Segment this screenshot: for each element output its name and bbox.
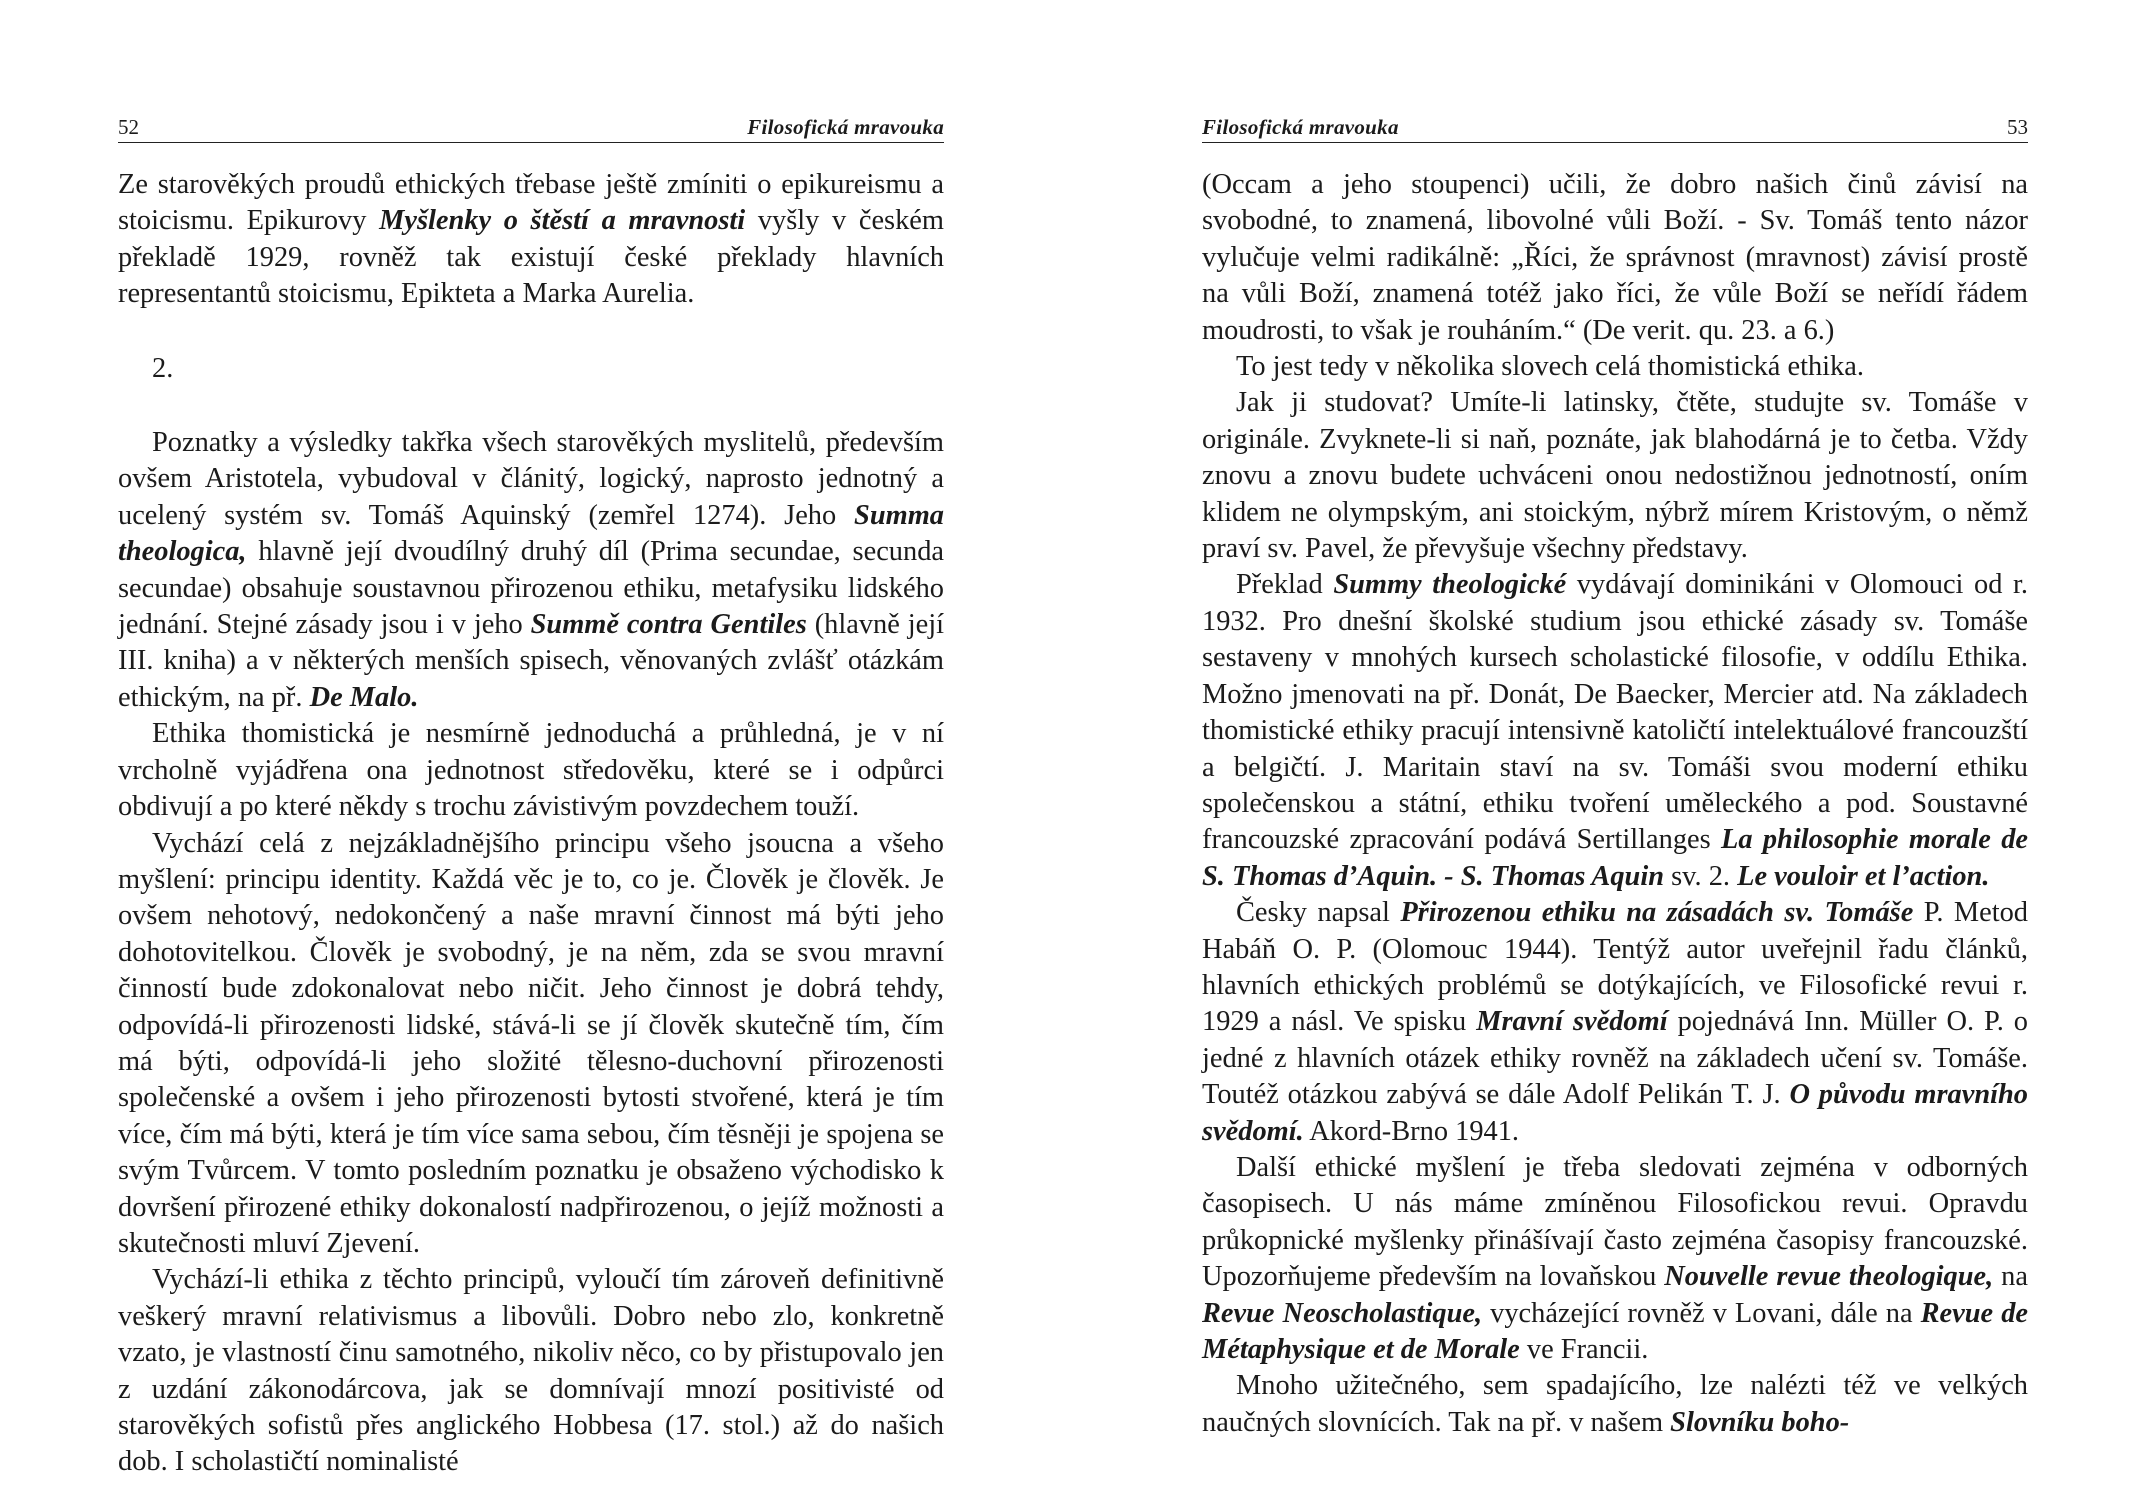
running-title: Filosofická mravouka bbox=[1202, 115, 1399, 139]
paragraph: Ethika thomistická je nesmírně jednoduchá a průhledná, je v ní vrcholně vyjádřena ona jednotnost středověku, které se i odpůrci obdivují a po které někdy s trochu závistivým povzdechem touží. bbox=[118, 718, 944, 823]
paragraph: Poznatky a výsledky takřka všech starověkých myslitelů, především ovšem Aristotela, vybudoval v článitý, logický, naprosto jednotný a ucelený systém sv. Tomáš Aquinský (zemřel 1274). Jeho Summa theologica, hlavně její dvoudílný druhý díl (Prima secundae, secunda secundae) obsahuje soustavnou přirozenou ethiku, metafysiku lidského jednání. Stejné zásady jsou i v jeho Summě contra Gentiles (hlavně její III. kniha) a v některých menších spisech, věnovaných zvlášť otázkám ethickým, na př. De Malo. bbox=[118, 427, 945, 713]
page-body bbox=[1202, 167, 2028, 1441]
section-number: 2. bbox=[152, 352, 174, 384]
page-number: 52 bbox=[118, 115, 139, 139]
paragraph: Další ethické myšlení je třeba sledovati zejména v odborných časopisech. U nás máme zmíněnou Filosofickou revui. Opravdu průkopnické myšlenky přinášívají často zejména časopisy francouzské. Upozorňujeme především na lovaňskou Nouvelle revue theologique, na Revue Neoscholastique, vycházející rovněž v Lovani, dále na Revue de Métaphysique et de Morale ve Francii. bbox=[1202, 1151, 2028, 1365]
page-header bbox=[118, 112, 944, 143]
paragraph: Vychází-li ethika z těchto principů, vyloučí tím zároveň definitivně veškerý mravní relativismus a libovůli. Dobro nebo zlo, konkretně vzato, je vlastností činu samotného, nikoliv něco, co by přistupovalo jen z uzdání zákonodárcova, jak se domnívají mnozí positivisté od starověkých sofistů přes anglického Hobbesa (17. stol.) až do našich dob. I scholastičtí nominalisté bbox=[118, 1264, 944, 1478]
page-body bbox=[118, 167, 944, 1481]
paragraph: Jak ji studovat? Umíte-li latinsky, čtěte, studujte sv. Tomáše v originále. Zvyknete-li si naň, poznáte, jak blahodárná je to četba. Vždy znovu a znovu budete uchváceni onou nedostižnou jednotností, oním klidem ne olympským, ani stoickým, nýbrž mírem Kristovým, o němž praví sv. Pavel, že převyšuje všechny představy. bbox=[1202, 387, 2028, 565]
page-number: 53 bbox=[2007, 115, 2028, 139]
paragraph: Ze starověkých proudů ethických třebase ještě zmíniti o epikureismu a stoicismu. Epikurovy Myšlenky o štěstí a mravnosti vyšly v českém překladě 1929, rovněž tak existují české překlady hlavních representantů stoicismu, Epikteta a Marka Aurelia. bbox=[118, 169, 944, 310]
left-page bbox=[118, 112, 945, 1478]
page-header bbox=[1202, 112, 2028, 143]
paragraph: Překlad Summy theologické vydávají dominikáni v Olomouci od r. 1932. Pro dnešní školské studium jsou ethické zásady sv. Tomáše sestaveny v mnohých kursech scholastické filosofie, v oddílu Ethika. Možno jmenovati na př. Donát, De Baecker, Mercier atd. Na základech thomistické ethiky pracují intensivně katoličtí intelektuálové francouzští a belgičtí. J. Maritain staví na sv. Tomáši svou moderní ethiku společenskou a státní, ethiku tvoření uměleckého a pod. Soustavné francouzské zpracování podává Sertillanges La philosophie morale de S. Thomas d’Aquin. - S. Thomas Aquin sv. 2. Le vouloir et l’action. bbox=[1202, 569, 2028, 892]
paragraph: (Occam a jeho stoupenci) učili, že dobro našich činů závisí na svobodné, to znamená, libovolné vůli Boží. - Sv. Tomáš tento názor vylučuje velmi radikálně: „Říci, že správnost (mravnost) závisí prostě na vůli Boží, znamená totéž jako říci, že vůle Boží se neřídí řádem moudrosti, to však je rouháním.“ (De verit. qu. 23. a 6.) bbox=[1202, 169, 2028, 346]
paragraph: To jest tedy v několika slovech celá thomistická ethika. bbox=[1236, 351, 1864, 383]
paragraph: Česky napsal Přirozenou ethiku na zásadách sv. Tomáše P. Metod Habáň O. P. (Olomouc 1944). Tentýž autor uveřejnil řadu článků, hlavních ethických problémů se dotýkajících, ve Filosofické revui r. 1929 a násl. Ve spisku Mravní svědomí pojednává Inn. Müller O. P. o jedné z hlavních otázek ethiky rovněž na základech učení sv. Tomáše. Toutéž otázkou zabývá se dále Adolf Pelikán T. J. O původu mravního svědomí. Akord-Brno 1941. bbox=[1202, 897, 2028, 1147]
running-title: Filosofická mravouka bbox=[747, 115, 944, 139]
paragraph: Vychází celá z nejzákladnějšího principu všeho jsoucna a všeho myšlení: principu identity. Každá věc je to, co je. Člověk je člověk. Je ovšem nehotový, nedokončený a naše mravní činnost má býti jeho dohotovitelkou. Člověk je svobodný, je na něm, zda se svou mravní činností bude zdokonalovat nebo ničit. Jeho činnost je dobrá tehdy, odpovídá-li přirozenosti lidské, stává-li se jí člověk skutečně tím, čím má býti, odpovídá-li jeho složité tělesno-duchovní přirozenosti společenské a ovšem i jeho přirozenosti bytosti stvořené, která je tím více, čím má býti, která je tím více sama sebou, čím těsněji je spojena se svým Tvůrcem. V tomto posledním poznatku je obsaženo východisko k dovršení přirozené ethiky dokonalostí nadpřirozenou, o jejíž možnosti a skutečnosti mluví Zjevení. bbox=[118, 827, 944, 1259]
right-page bbox=[1202, 112, 2028, 1442]
paragraph: Mnoho užitečného, sem spadajícího, lze nalézti též ve velkých naučných slovnících. Tak na př. v našem Slovníku boho- bbox=[1202, 1370, 2028, 1438]
